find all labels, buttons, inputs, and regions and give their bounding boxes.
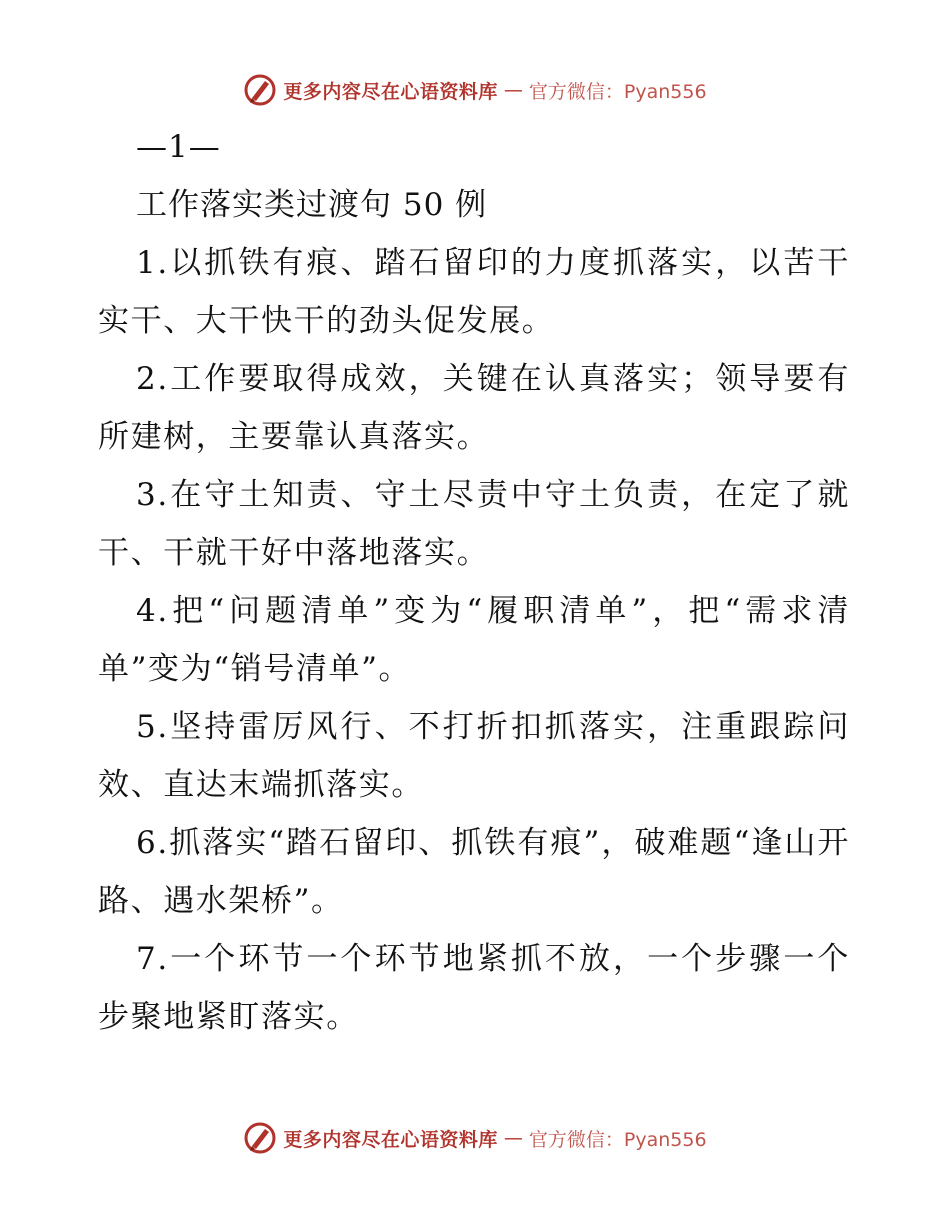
watermark-main-text: 更多内容尽在心语资料库 [283, 80, 498, 103]
document-title: 工作落实类过渡句 50 例 [136, 187, 488, 223]
page-number: —1— [136, 129, 221, 165]
watermark-dash: — [503, 1127, 523, 1149]
footer-watermark [0, 1118, 950, 1158]
list-item: 2.工作要取得成效，关键在认真落实；领导要有所建树，主要靠认真落实。 [98, 361, 850, 455]
list-item: 3.在守土知责、守土尽责中守土负责，在定了就干、干就干好中落地落实。 [98, 477, 850, 571]
watermark-dash: — [503, 79, 523, 101]
watermark-sub-text: 官方微信：Pyan556 [528, 80, 707, 103]
list-item: 4.把“问题清单”变为“履职清单”，把“需求清单”变为“销号清单”。 [98, 593, 850, 687]
watermark-main-text: 更多内容尽在心语资料库 [283, 1128, 498, 1151]
watermark-sub-text: 官方微信：Pyan556 [528, 1128, 707, 1151]
list-item: 1.以抓铁有痕、踏石留印的力度抓落实，以苦干实干、大干快干的劲头促发展。 [98, 245, 850, 339]
list-item: 7.一个环节一个环节地紧抓不放，一个步骤一个步聚地紧盯落实。 [98, 941, 850, 1035]
pen-logo-icon [243, 73, 277, 107]
pen-logo-icon [243, 1121, 277, 1155]
list-item: 5.坚持雷厉风行、不打折扣抓落实，注重跟踪问效、直达末端抓落实。 [98, 709, 850, 803]
document-body [98, 118, 850, 1046]
list-item: 6.抓落实“踏石留印、抓铁有痕”，破难题“逢山开路、遇水架桥”。 [98, 825, 850, 919]
header-watermark [0, 70, 950, 110]
